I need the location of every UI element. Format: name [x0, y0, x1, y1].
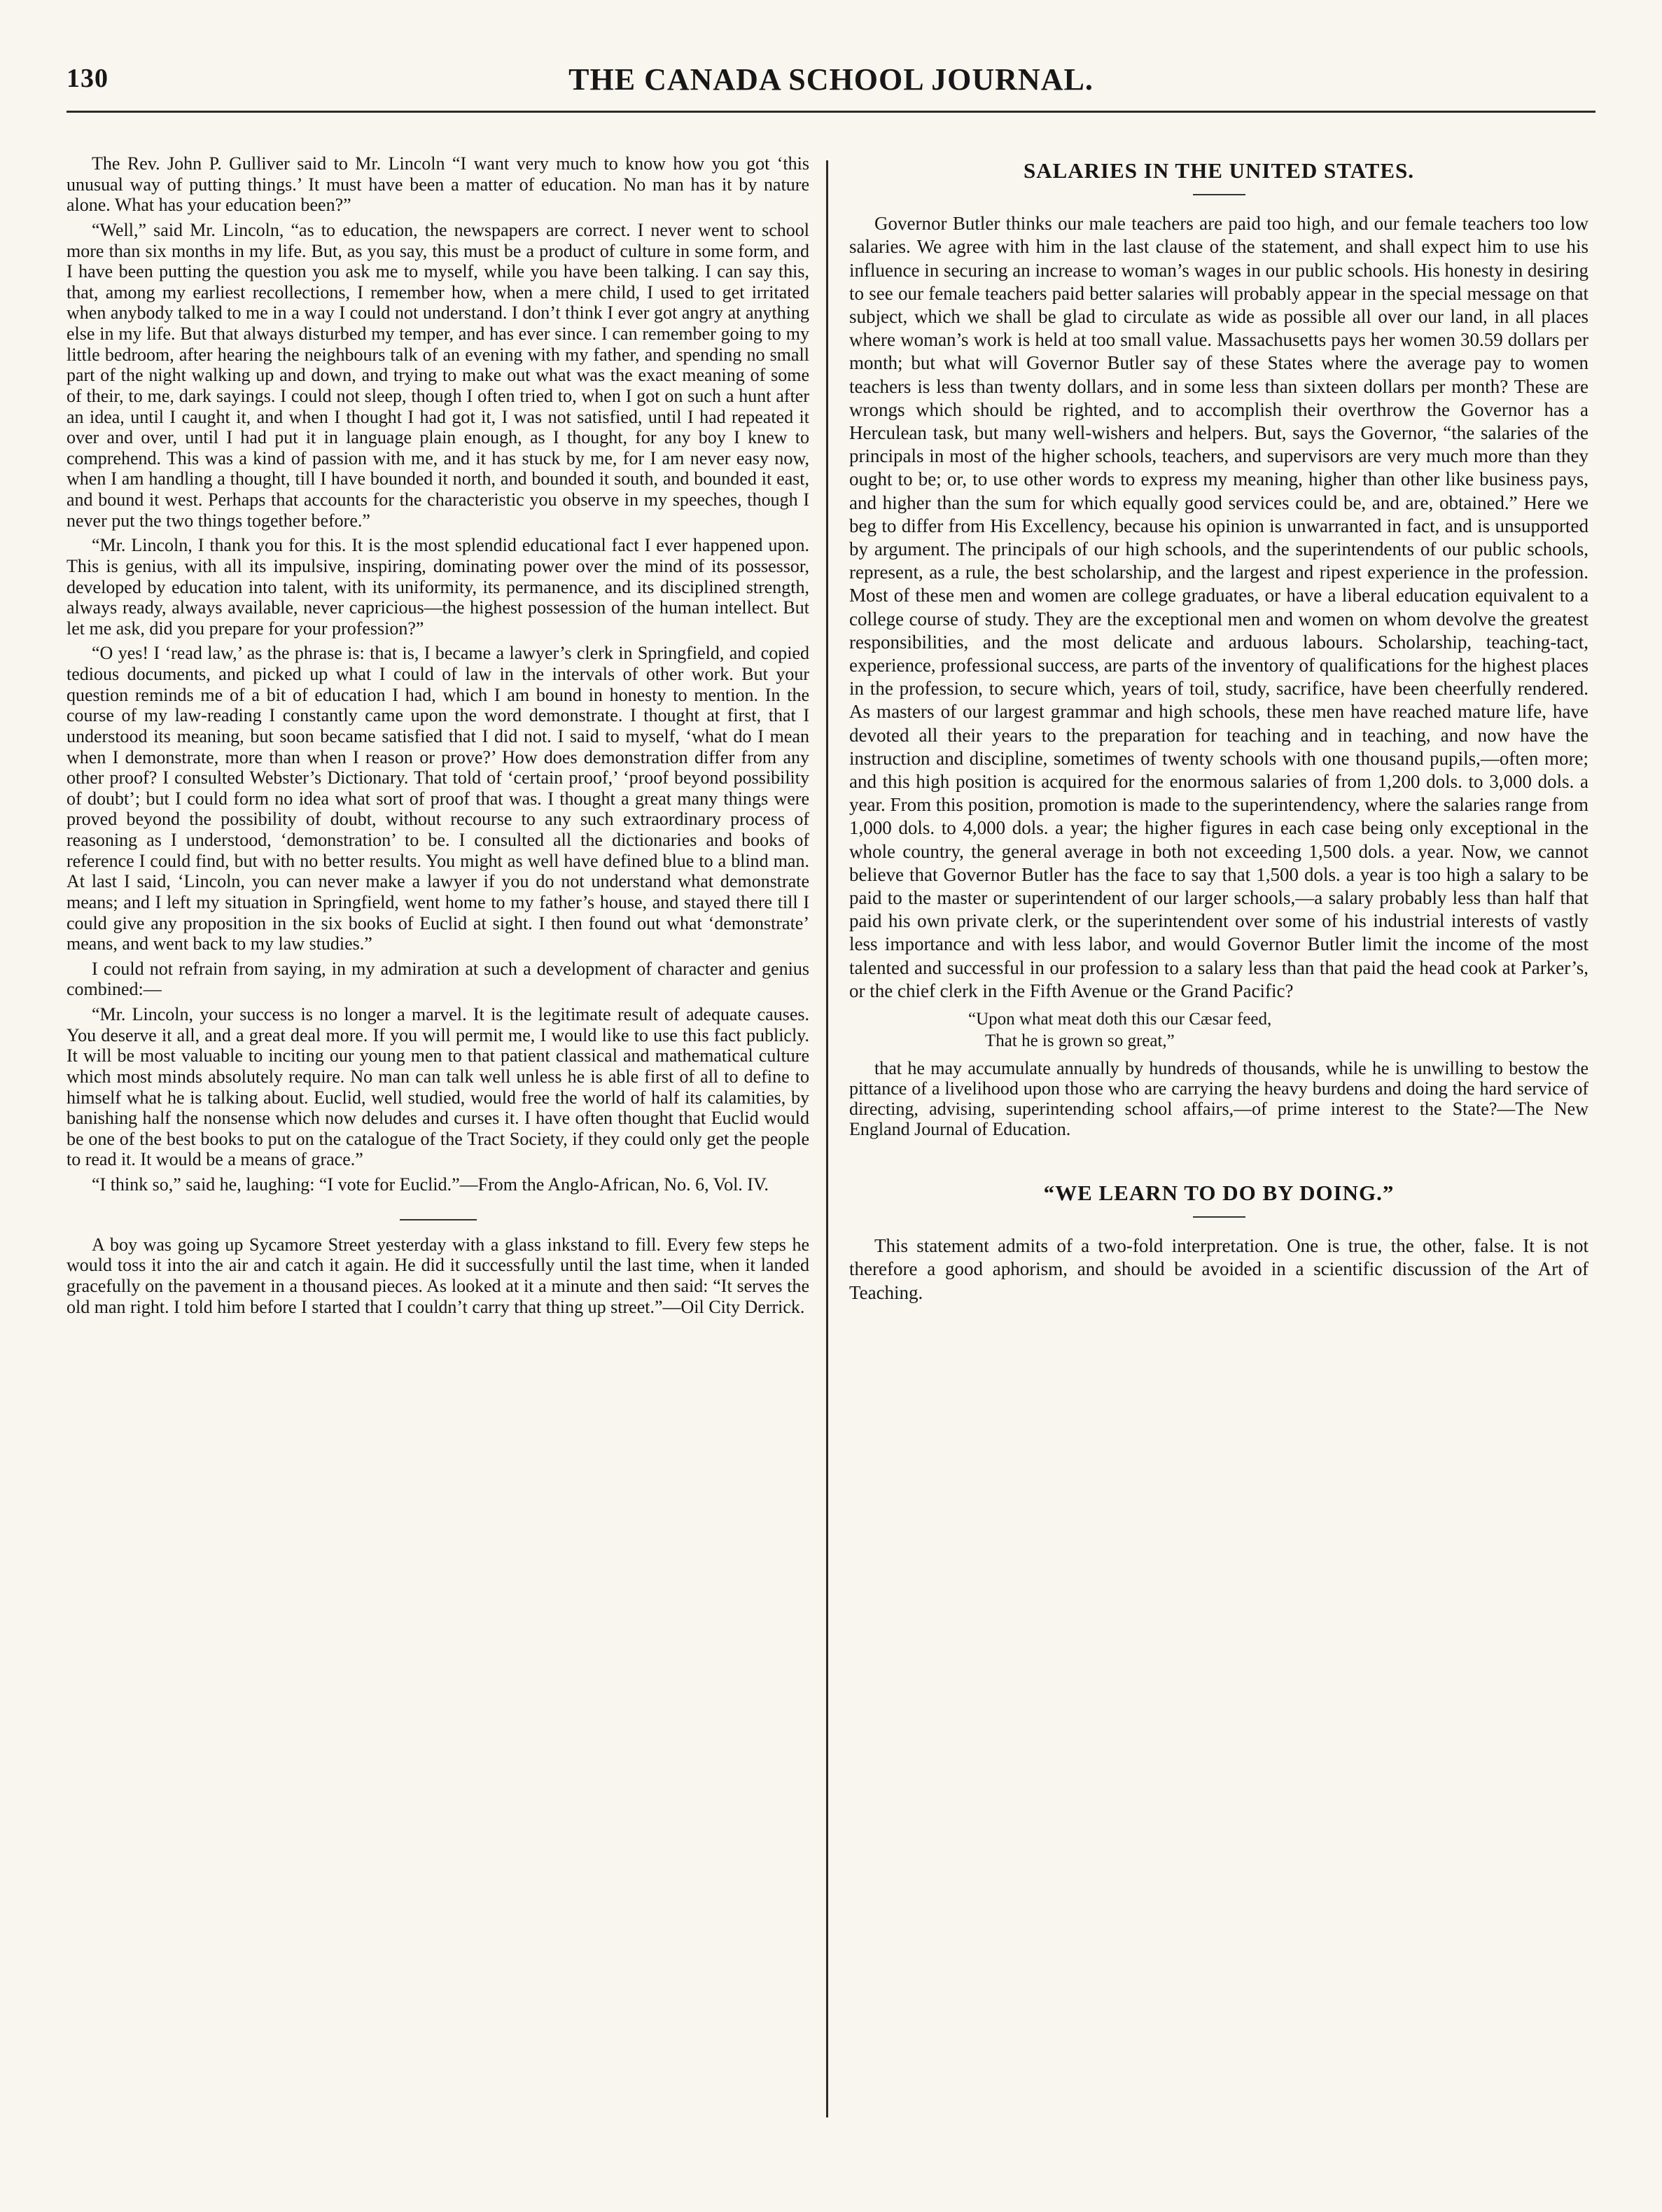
page-columns: [67, 153, 1595, 2156]
doing-section: [849, 1180, 1588, 1305]
heading-rule: [1193, 1216, 1245, 1218]
salaries-paragraph: Governor Butler thinks our male teachers are paid too high, and our female teachers too low salaries. We agree with him in the last clause of the statement, and shall expect him to use his influence in securing an increase to woman’s wages in our public schools. His honesty in desiring to see our female teachers paid better salaries will probably appear in the special message on that subject, which we shall be glad to circulate as wide as possible all over our land, in all places where woman’s work is held at too small value. Massachusetts pays her women 30.59 dollars per month; but what will Governor Butler say of these States where the average pay to women teachers is less than twenty dollars, and in some less than sixteen dollars per month? These are wrongs which should be righted, and to accomplish their overthrow the Governor has a Herculean task, but many well-wishers and helpers. But, says the Governor, “the salaries of the principals in most of the higher schools, teachers, and supervisors are very much more than they ought to be; or, to use other words to express my meaning, higher than other like business pays, and higher than the sum for which equally good services could be, and are, obtained.” Here we beg to differ from His Excellency, because his opinion is unwarranted in fact, and is unsupported by argument. The principals of our high schools, and the superintendents of our public schools, represent, as a rule, the best scholarship, and the largest and ripest experience in the profession. Most of these men and women are college graduates, or have a liberal education equivalent to a college course of study. They are the exceptional men and women on whom devolve the greatest responsibilities, and the most delicate and arduous labours. Scholarship, teaching-tact, experience, professional success, are parts of the inventory of qualifications for the highest places in the profession, to secure which, years of toil, study, sacrifice, have been cheerfully rendered. As masters of our largest grammar and high schools, these men have reached mature life, have devoted all their years to the preparation for teaching and in teaching, and now have the instruction and discipline, sometimes of twenty schools with one thousand pupils,—often more; and this high position is acquired for the enormous salaries of from 1,200 dols. to 3,000 dols. a year. From this position, promotion is made to the superintendency, where the salaries range from 1,000 dols. to 4,000 dols. a year; the higher figures in each case being only exceptional in the whole country, the general average in both not exceeding 1,500 dols. a year. Now, we cannot believe that Governor Butler has the face to say that 1,500 dols. a year is too high a salary to be paid to the master or superintendent of our larger schools,—a salary probably less than half that paid his own private clerk, or the superintendent over some of his industrial interests of vastly less importance and with less labor, and would Governor Butler limit the income of the most talented and successful in our profession to a salary less than that paid the head cook at Parker’s, or the chief clerk in the Fifth Avenue or the Grand Pacific?: [849, 213, 1588, 1001]
verse-line: “Upon what meat doth this our Cæsar feed,: [968, 1010, 1272, 1029]
right-column: [828, 153, 1588, 2156]
page-header: [67, 55, 1595, 113]
lincoln-paragraph: “Mr. Lincoln, I thank you for this. It is the most splendid educational fact I ever happened upon. This is genius, with all its impulsive, inspiring, dominating power over the mind of its possessor, developed by education into talent, with its uniformity, its permanence, and its disciplined strength, always ready, always available, never capricious—the highest possession of the human intellect. But let me ask, did you prepare for your profession?”: [67, 535, 809, 639]
quoted-verse: [968, 1008, 1588, 1052]
verse-line: That he is grown so great,”: [985, 1031, 1175, 1051]
doing-paragraph: This statement admits of a two-fold interpretation. One is true, the other, false. It is not therefore a good aphorism, and should be avoided in a scientific discussion of the Art of Teaching.: [849, 1235, 1588, 1303]
lincoln-paragraph: “Well,” said Mr. Lincoln, “as to education, the newspapers are correct. I never went to school more than six months in my life. But, as you say, this must be a product of culture in some form, and I have been putting the question you ask me to myself, while you have been talking. I can say this, that, among my earliest recollections, I remember how, when a mere child, I used to get irritated when anybody talked to me in a way I could not understand. I don’t think I ever got angry at anything else in my life. But that always disturbed my temper, and has ever since. I can remember going to my little bedroom, after hearing the neighbours talk of an evening with my father, and spending no small part of the night walking up and down, and trying to make out what was the exact meaning of some of their, to me, dark sayings. I could not sleep, though I often tried to, when I got on such a hunt after an idea, until I caught it, and when I thought I had got it, I was not satisfied, until I had repeated it over and over, until I had put it in language plain enough, as I thought, for any boy I knew to comprehend. This was a kind of passion with me, and it has stuck by me, for I am never easy now, when I am handling a thought, till I have bounded it north, and bounded it south, and bounded it east, and bound it west. Perhaps that accounts for the characteristic you observe in my speeches, though I never put the two things together before.”: [67, 219, 809, 531]
journal-title: THE CANADA SCHOOL JOURNAL.: [568, 62, 1094, 97]
lincoln-paragraph: The Rev. John P. Gulliver said to Mr. Lincoln “I want very much to know how you got ‘this unusual way of putting things.’ It must have been a matter of education. No man has it by nature alone. What has your education been?”: [67, 153, 809, 216]
page-number: 130: [67, 64, 109, 93]
heading-rule: [1193, 194, 1245, 195]
salaries-closing: that he may accumulate annually by hundreds of thousands, while he is unwilling to bestow the pittance of a livelihood upon those who are carrying the heavy burdens and doing the hard service of directing, advising, superintending school affairs,—of prime interest to the State?—The New England Journal of Education.: [849, 1057, 1588, 1139]
inkstand-anecdote: A boy was going up Sycamore Street yesterday with a glass inkstand to fill. Every few steps he would toss it into the air and catch it again. He did it successfully until the last time, when it landed gracefully on the pavement in a thousand pieces. As looked at it a minute and then said: “It serves the old man right. I told him before I started that I couldn’t carry that thing up street.”—Oil City Derrick.: [67, 1234, 809, 1317]
lincoln-paragraph: “O yes! I ‘read law,’ as the phrase is: that is, I became a lawyer’s clerk in Springfield, and copied tedious documents, and picked up what I could of law in the intervals of other work. But your question reminds me of a bit of education I had, which I am bound in honesty to mention. In the course of my law-reading I constantly came upon the word demonstrate. I thought at first, that I understood its meaning, but soon became satisfied that I did not. I said to myself, ‘what do I mean when I demonstrate, more than when I reason or prove?’ How does demonstration differ from any other proof? I consulted Webster’s Dictionary. That told of ‘certain proof,’ ‘proof beyond possibility of doubt’; but I could form no idea what sort of proof that was. I thought a great many things were proved beyond the possibility of doubt, without recourse to any such extraordinary process of reasoning as I understood, ‘demonstration’ to be. I consulted all the dictionaries and books of reference I could find, but with no better results. You might as well have defined blue to a blind man. At last I said, ‘Lincoln, you can never make a lawyer if you do not understand what demonstrate means; and I left my situation in Springfield, went home to my father’s house, and stayed there till I could give any proposition in the six books of Euclid at sight. I then found out what ‘demonstrate’ means, and went back to my law studies.”: [67, 643, 809, 954]
lincoln-paragraph: “Mr. Lincoln, your success is no longer a marvel. It is the legitimate result of adequate causes. You deserve it all, and a great deal more. If you will permit me, I would like to use this fact publicly. It will be most valuable to inciting our young men to that patient classical and mathematical culture which most minds absolutely require. No man can talk well unless he is able first of all to define to himself what he is talking about. Euclid, well studied, would free the world of half its calamities, by banishing half the nonsense which now deludes and curses it. I have often thought that Euclid would be one of the best books to put on the catalogue of the Tract Society, if they could only get the people to read it. It would be a means of grace.”: [67, 1004, 809, 1170]
lincoln-paragraph: I could not refrain from saying, in my admiration at such a development of character and genius combined:—: [67, 958, 809, 1000]
doing-heading: “WE LEARN TO DO BY DOING.”: [1043, 1180, 1395, 1205]
lincoln-source: “I think so,” said he, laughing: “I vote for Euclid.”—From the Anglo-African, No. 6, Vol. IV.: [92, 1174, 769, 1195]
left-column: [67, 153, 826, 2156]
article-divider: [400, 1219, 477, 1220]
salaries-heading: SALARIES IN THE UNITED STATES.: [1023, 158, 1415, 183]
